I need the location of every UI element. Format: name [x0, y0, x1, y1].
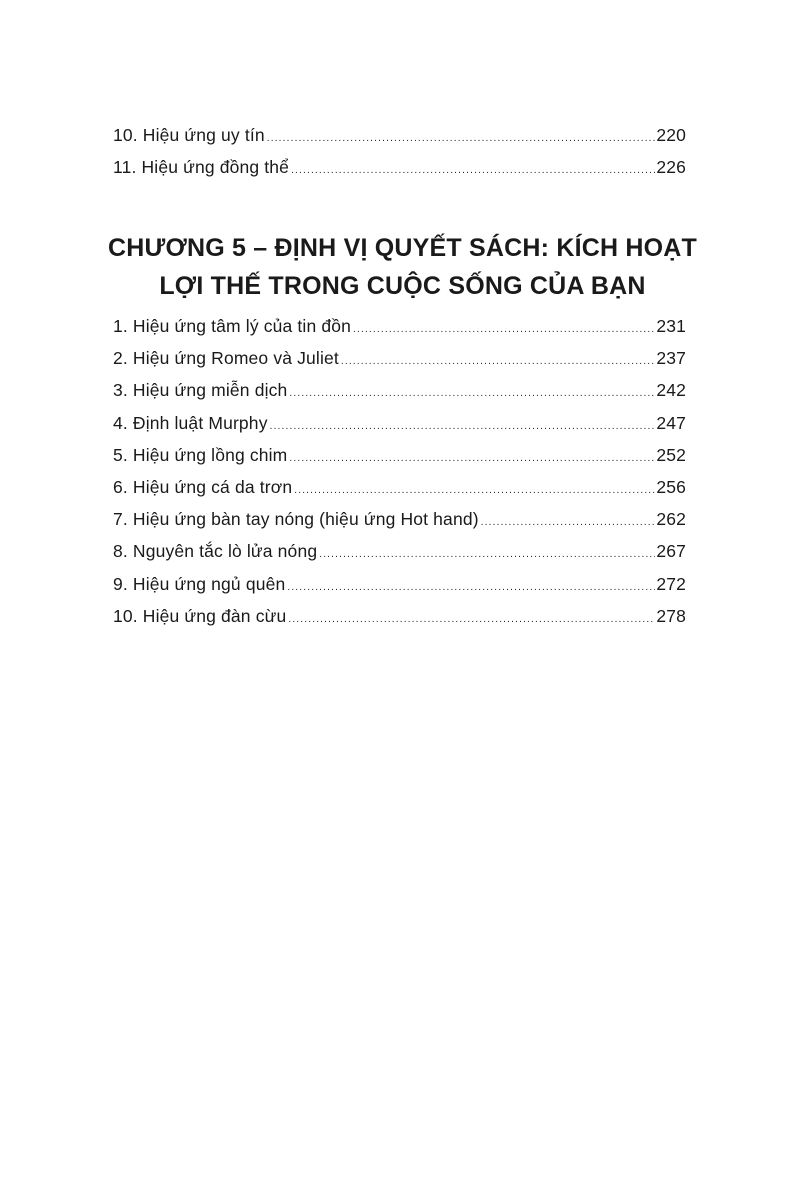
toc-entry-title: 2. Hiệu ứng Romeo và Juliet	[113, 348, 339, 369]
toc-entry-page: 252	[656, 444, 686, 465]
toc-entry-title: 1. Hiệu ứng tâm lý của tin đồn	[113, 316, 352, 336]
toc-entry-title: 3. Hiệu ứng miễn dịch	[113, 380, 288, 401]
toc-dot-leader	[291, 165, 655, 176]
toc-entry-title: 11. Hiệu ứng đồng thể	[113, 157, 290, 178]
toc-entry[interactable]	[113, 413, 686, 445]
toc-dot-leader	[294, 485, 655, 496]
toc-entry[interactable]	[113, 125, 686, 157]
toc-entry[interactable]	[113, 445, 686, 477]
toc-entry-title: 4. Định luật Murphy	[113, 412, 268, 433]
toc-dot-leader	[289, 453, 655, 464]
chapter-heading-line-2: LỢI THẾ TRONG CUỘC SỐNG CỦA BẠN	[159, 272, 646, 300]
toc-dot-leader	[288, 614, 655, 625]
toc-entry-page: 262	[656, 509, 686, 530]
toc-entry-title: 5. Hiệu ứng lồng chim	[113, 444, 288, 465]
toc-entry-title: 7. Hiệu ứng bàn tay nóng (hiệu ứng Hot hand)	[113, 509, 479, 530]
toc-entry-page: 242	[656, 380, 686, 401]
toc-entry[interactable]	[113, 509, 686, 541]
toc-entry-page: 220	[656, 125, 686, 145]
toc-entry[interactable]	[113, 606, 686, 638]
toc-entry-page: 256	[656, 476, 686, 497]
toc-entry-page: 272	[656, 573, 686, 594]
toc-dot-leader	[289, 388, 655, 399]
toc-dot-leader	[319, 549, 655, 560]
toc-entry[interactable]	[113, 574, 686, 606]
toc-dot-leader	[267, 133, 656, 144]
toc-dot-leader	[270, 421, 656, 432]
toc-previous-chapter	[113, 125, 686, 189]
toc-dot-leader	[341, 356, 655, 367]
toc-entry-title: 10. Hiệu ứng đàn cừu	[113, 605, 287, 626]
toc-entry[interactable]	[113, 380, 686, 412]
toc-entry-page: 231	[656, 316, 686, 336]
toc-entry-title: 10. Hiệu ứng uy tín	[113, 125, 265, 145]
chapter-heading-line-1: CHƯƠNG 5 – ĐỊNH VỊ QUYẾT SÁCH: KÍCH HOẠT	[108, 234, 697, 262]
toc-entry-page: 278	[656, 605, 686, 626]
toc-dot-leader	[353, 324, 655, 335]
toc-entry[interactable]	[113, 348, 686, 380]
toc-entry-page: 226	[656, 157, 686, 178]
toc-entry-page: 237	[656, 348, 686, 369]
toc-entry-page: 247	[656, 412, 686, 433]
toc-entry-page: 267	[656, 541, 686, 562]
toc-entry-title: 9. Hiệu ứng ngủ quên	[113, 573, 286, 594]
toc-entry[interactable]	[113, 541, 686, 573]
toc-entry[interactable]	[113, 316, 686, 348]
toc-entry[interactable]	[113, 477, 686, 509]
toc-entry-title: 8. Nguyên tắc lò lửa nóng	[113, 541, 318, 562]
toc-entry-title: 6. Hiệu ứng cá da trơn	[113, 476, 293, 497]
toc-chapter-5	[113, 316, 686, 638]
toc-dot-leader	[287, 582, 655, 593]
toc-entry[interactable]	[113, 157, 686, 189]
toc-dot-leader	[481, 517, 656, 528]
chapter-heading	[80, 229, 725, 305]
